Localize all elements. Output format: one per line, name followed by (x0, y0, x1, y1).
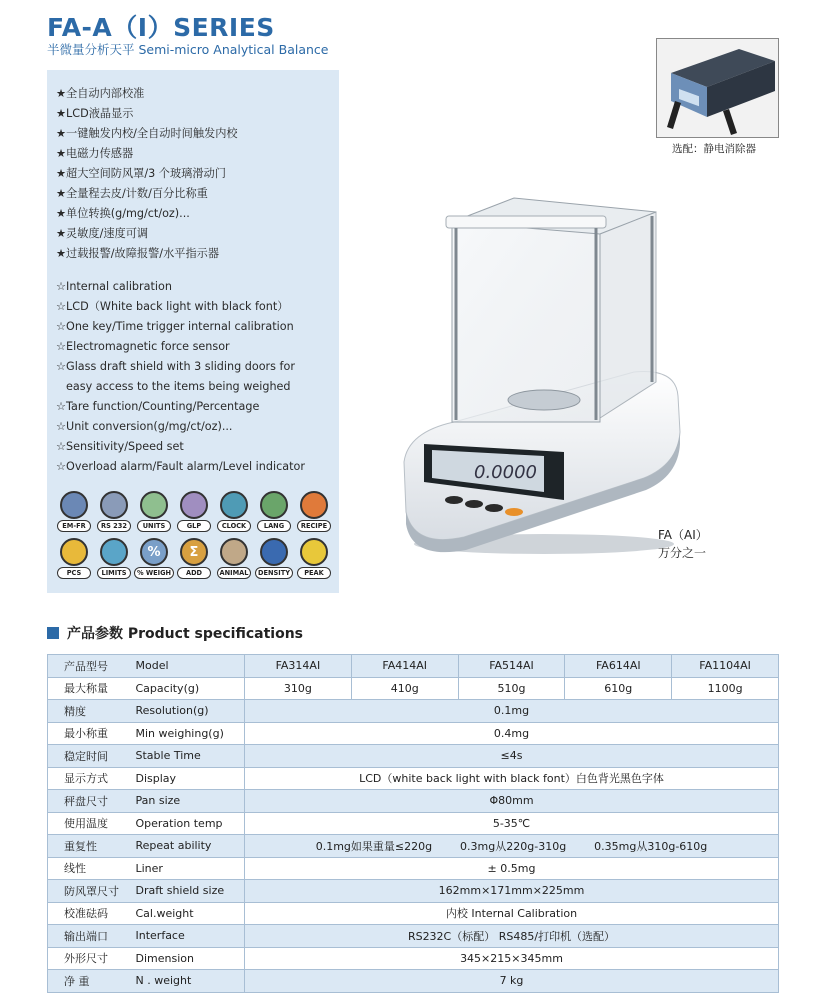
spec-label-cn: 产品型号 (48, 655, 128, 678)
table-row (48, 677, 779, 700)
glp-icon (176, 491, 212, 532)
table-row (48, 970, 779, 993)
spec-value: LCD（white back light with black font）白色背光黑色字体 (245, 767, 779, 790)
spec-value: 310g (245, 677, 352, 700)
spec-value: 内校 Internal Calibration (245, 902, 779, 925)
pieces-icon (56, 538, 92, 579)
table-row (48, 835, 779, 858)
icon-circle (220, 538, 248, 566)
spec-value: 5-35℃ (245, 812, 779, 835)
spec-value: 1100g (672, 677, 779, 700)
spec-value: 510g (458, 677, 565, 700)
spec-label-cn: 精度 (48, 700, 128, 723)
percent-weigh-icon (136, 538, 172, 579)
feature-item: ☆Overload alarm/Fault alarm/Level indicator (56, 460, 305, 473)
model-label (658, 526, 708, 562)
language-icon (256, 491, 292, 532)
spec-label-cn: 显示方式 (48, 767, 128, 790)
spec-label-en: Model (128, 655, 245, 678)
feature-item: ☆LCD（White back light with black font） (56, 300, 289, 313)
spec-label-en: Draft shield size (128, 880, 245, 903)
icon-label: PCS (57, 567, 91, 579)
icon-label: UNITS (137, 520, 171, 532)
icon-circle: % (140, 538, 168, 566)
spec-value: 0.4mg (245, 722, 779, 745)
spec-value: RS232C（标配） RS485/打印机（选配） (245, 925, 779, 948)
icon-circle (180, 491, 208, 519)
spec-label-cn: 使用温度 (48, 812, 128, 835)
feature-item: ★全量程去皮/计数/百分比称重 (56, 187, 208, 200)
spec-value: FA314AI (245, 655, 352, 678)
feature-item: ★单位转换(g/mg/ct/oz)... (56, 207, 190, 220)
icon-label: ANIMAL (217, 567, 252, 579)
limits-icon (96, 538, 132, 579)
spec-label-cn: 输出端口 (48, 925, 128, 948)
density-icon (256, 538, 292, 579)
spec-label-cn: 外形尺寸 (48, 947, 128, 970)
spec-label-cn: 校准砝码 (48, 902, 128, 925)
spec-value: FA514AI (458, 655, 565, 678)
icon-label: ADD (177, 567, 211, 579)
function-icon-row (56, 538, 332, 579)
icon-label: % WEIGH (134, 567, 174, 579)
table-row (48, 857, 779, 880)
spec-value: ≤4s (245, 745, 779, 768)
spec-value: FA414AI (351, 655, 458, 678)
spec-heading (47, 623, 303, 643)
spec-value: FA1104AI (672, 655, 779, 678)
spec-label-cn: 秤盘尺寸 (48, 790, 128, 813)
units-icon (136, 491, 172, 532)
spec-value: Φ80mm (245, 790, 779, 813)
feature-panel (47, 70, 339, 593)
balance-image (394, 182, 684, 562)
spec-label-cn: 最大称量 (48, 677, 128, 700)
icon-label: EM-FR (57, 520, 91, 532)
feature-item: ★一键触发内校/全自动时间触发内校 (56, 127, 238, 140)
icon-label: RECIPE (297, 520, 331, 532)
spec-label-cn: 稳定时间 (48, 745, 128, 768)
spec-label-en: Cal.weight (128, 902, 245, 925)
spec-label-cn: 净 重 (48, 970, 128, 993)
function-icon-row (56, 491, 332, 532)
rs232-icon (96, 491, 132, 532)
em-force-icon (56, 491, 92, 532)
icon-circle (300, 538, 328, 566)
feature-item: ★超大空间防风罩/3 个玻璃滑动门 (56, 167, 226, 180)
icon-circle (260, 491, 288, 519)
spec-label-cn: 防风罩尺寸 (48, 880, 128, 903)
spec-value: 162mm×171mm×225mm (245, 880, 779, 903)
spec-label-en: Stable Time (128, 745, 245, 768)
spec-label-en: Pan size (128, 790, 245, 813)
feature-item: ☆Tare function/Counting/Percentage (56, 400, 260, 413)
icon-circle (140, 491, 168, 519)
animal-icon (216, 538, 252, 579)
table-row (48, 902, 779, 925)
table-row (48, 655, 779, 678)
spec-value: 7 kg (245, 970, 779, 993)
table-row (48, 880, 779, 903)
icon-label: PEAK (297, 567, 331, 579)
feature-list-cn (56, 84, 336, 264)
recipe-icon (296, 491, 332, 532)
spec-label-en: Repeat ability (128, 835, 245, 858)
spec-label-en: Capacity(g) (128, 677, 245, 700)
spec-value: FA614AI (565, 655, 672, 678)
clock-icon (216, 491, 252, 532)
icon-circle (60, 538, 88, 566)
feature-item: ★灵敏度/速度可调 (56, 227, 149, 240)
feature-item-continued: easy access to the items being weighed (66, 380, 291, 393)
spec-label-en: Interface (128, 925, 245, 948)
feature-item: ★LCD液晶显示 (56, 107, 134, 120)
icon-label: LIMITS (97, 567, 131, 579)
spec-label-en: Display (128, 767, 245, 790)
static-eliminator-icon (657, 39, 779, 138)
spec-label-cn: 最小称重 (48, 722, 128, 745)
table-row (48, 947, 779, 970)
spec-value: 0.1mg (245, 700, 779, 723)
icon-circle (100, 491, 128, 519)
spec-label-en: Dimension (128, 947, 245, 970)
feature-item: ☆Electromagnetic force sensor (56, 340, 230, 353)
icon-label: LANG (257, 520, 291, 532)
table-row (48, 767, 779, 790)
spec-label-en: Operation temp (128, 812, 245, 835)
icon-circle (60, 491, 88, 519)
accessory-image (656, 38, 779, 138)
spec-value: 610g (565, 677, 672, 700)
table-row (48, 925, 779, 948)
spec-value: ± 0.5mg (245, 857, 779, 880)
feature-item: ☆Glass draft shield with 3 sliding doors for (56, 360, 295, 373)
feature-list-en (56, 277, 336, 477)
spec-label-cn: 线性 (48, 857, 128, 880)
icon-label: CLOCK (217, 520, 251, 532)
feature-item: ★过载报警/故障报警/水平指示器 (56, 247, 220, 260)
svg-text:0.0000: 0.0000 (474, 462, 537, 483)
icon-circle: Σ (180, 538, 208, 566)
feature-item: ★电磁力传感器 (56, 147, 134, 160)
model-name: FA（AI） (658, 528, 708, 542)
analytical-balance-icon (394, 182, 684, 562)
spec-label-en: Liner (128, 857, 245, 880)
table-row (48, 812, 779, 835)
table-row (48, 722, 779, 745)
spec-value: 0.1mg如果重量≤220g 0.3mg从220g-310g 0.35mg从310g-610g (245, 835, 779, 858)
icon-circle (220, 491, 248, 519)
spec-value: 345×215×345mm (245, 947, 779, 970)
icon-label: RS 232 (97, 520, 131, 532)
spec-heading-text: 产品参数 Product specifications (67, 626, 303, 642)
feature-item: ☆Internal calibration (56, 280, 172, 293)
icon-circle (100, 538, 128, 566)
spec-value: 410g (351, 677, 458, 700)
table-row (48, 790, 779, 813)
spec-label-en: Resolution(g) (128, 700, 245, 723)
icon-label: GLP (177, 520, 211, 532)
spec-label-cn: 重复性 (48, 835, 128, 858)
spec-label-en: N . weight (128, 970, 245, 993)
table-row (48, 745, 779, 768)
icon-circle (300, 491, 328, 519)
heading-square-icon (47, 627, 59, 639)
add-sum-icon (176, 538, 212, 579)
feature-item: ☆Unit conversion(g/mg/ct/oz)... (56, 420, 233, 433)
page-title: FA-A（I）SERIES (47, 13, 275, 42)
model-precision: 万分之一 (658, 546, 707, 560)
table-row (48, 700, 779, 723)
page-subtitle: 半微量分析天平 Semi-micro Analytical Balance (47, 42, 329, 57)
spec-label-en: Min weighing(g) (128, 722, 245, 745)
accessory-caption: 选配：静电消除器 (672, 143, 756, 155)
icon-circle (260, 538, 288, 566)
peak-icon (296, 538, 332, 579)
function-icon-grid (56, 491, 332, 585)
icon-label: DENSITY (255, 567, 293, 579)
feature-item: ☆One key/Time trigger internal calibration (56, 320, 294, 333)
feature-item: ★全自动内部校准 (56, 87, 145, 100)
spec-table (47, 654, 779, 993)
feature-item: ☆Sensitivity/Speed set (56, 440, 184, 453)
